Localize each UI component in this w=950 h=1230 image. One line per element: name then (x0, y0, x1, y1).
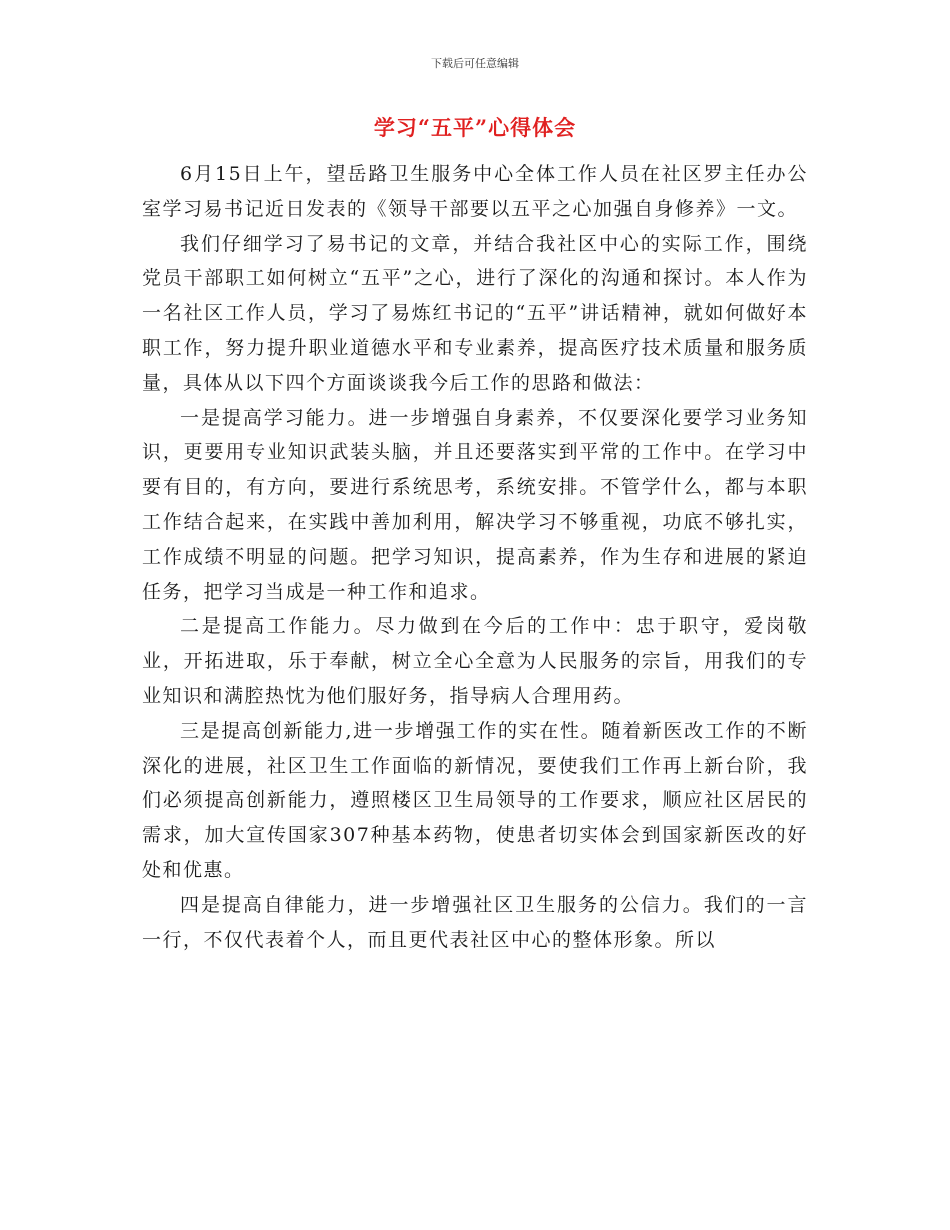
paragraph: 三是提高创新能力,进一步增强工作的实在性。随着新医改工作的不断深化的进展，社区卫生工作面临的新情况，要使我们工作再上新台阶，我们必须提高创新能力，遵照楼区卫生局领导的工作要求，顺应社区居民的需求，加大宣传国家307种基本药物，使患者切实体会到国家新医改的好处和优惠。 (142, 719, 808, 881)
paragraph: 一是提高学习能力。进一步增强自身素养，不仅要深化要学习业务知识，更要用专业知识武装头脑，并且还要落实到平常的工作中。在学习中要有目的，有方向，要进行系统思考，系统安排。不管学什么，都与本职工作结合起来，在实践中善加利用，解决学习不够重视，功底不够扎实，工作成绩不明显的问题。把学习知识，提高素养，作为生存和进展的紧迫任务，把学习当成是一种工作和追求。 (142, 406, 808, 603)
paragraph: 我们仔细学习了易书记的文章，并结合我社区中心的实际工作，围绕党员干部职工如何树立“五平”之心，进行了深化的沟通和探讨。本人作为一名社区工作人员，学习了易炼红书记的“五平”讲话精神，就如何做好本职工作，努力提升职业道德水平和专业素养，提高医疗技术质量和服务质量，具体从以下四个方面谈谈我今后工作的思路和做法： (142, 232, 808, 394)
document-title: 学习“五平”心得体会 (373, 115, 577, 140)
paragraph: 二是提高工作能力。尽力做到在今后的工作中：忠于职守，爱岗敬业，开拓进取，乐于奉献，树立全心全意为人民服务的宗旨，用我们的专业知识和满腔热忱为他们服好务，指导病人合理用药。 (142, 615, 808, 707)
paragraph: 四是提高自律能力，进一步增强社区卫生服务的公信力。我们的一言一行，不仅代表着个人，而且更代表社区中心的整体形象。所以 (142, 893, 808, 951)
paragraph: 6月15日上午，望岳路卫生服务中心全体工作人员在社区罗主任办公室学习易书记近日发表的《领导干部要以五平之心加强自身修养》一文。 (142, 163, 808, 220)
header-note: 下载后可任意编辑 (431, 57, 519, 70)
document-body (142, 157, 808, 957)
